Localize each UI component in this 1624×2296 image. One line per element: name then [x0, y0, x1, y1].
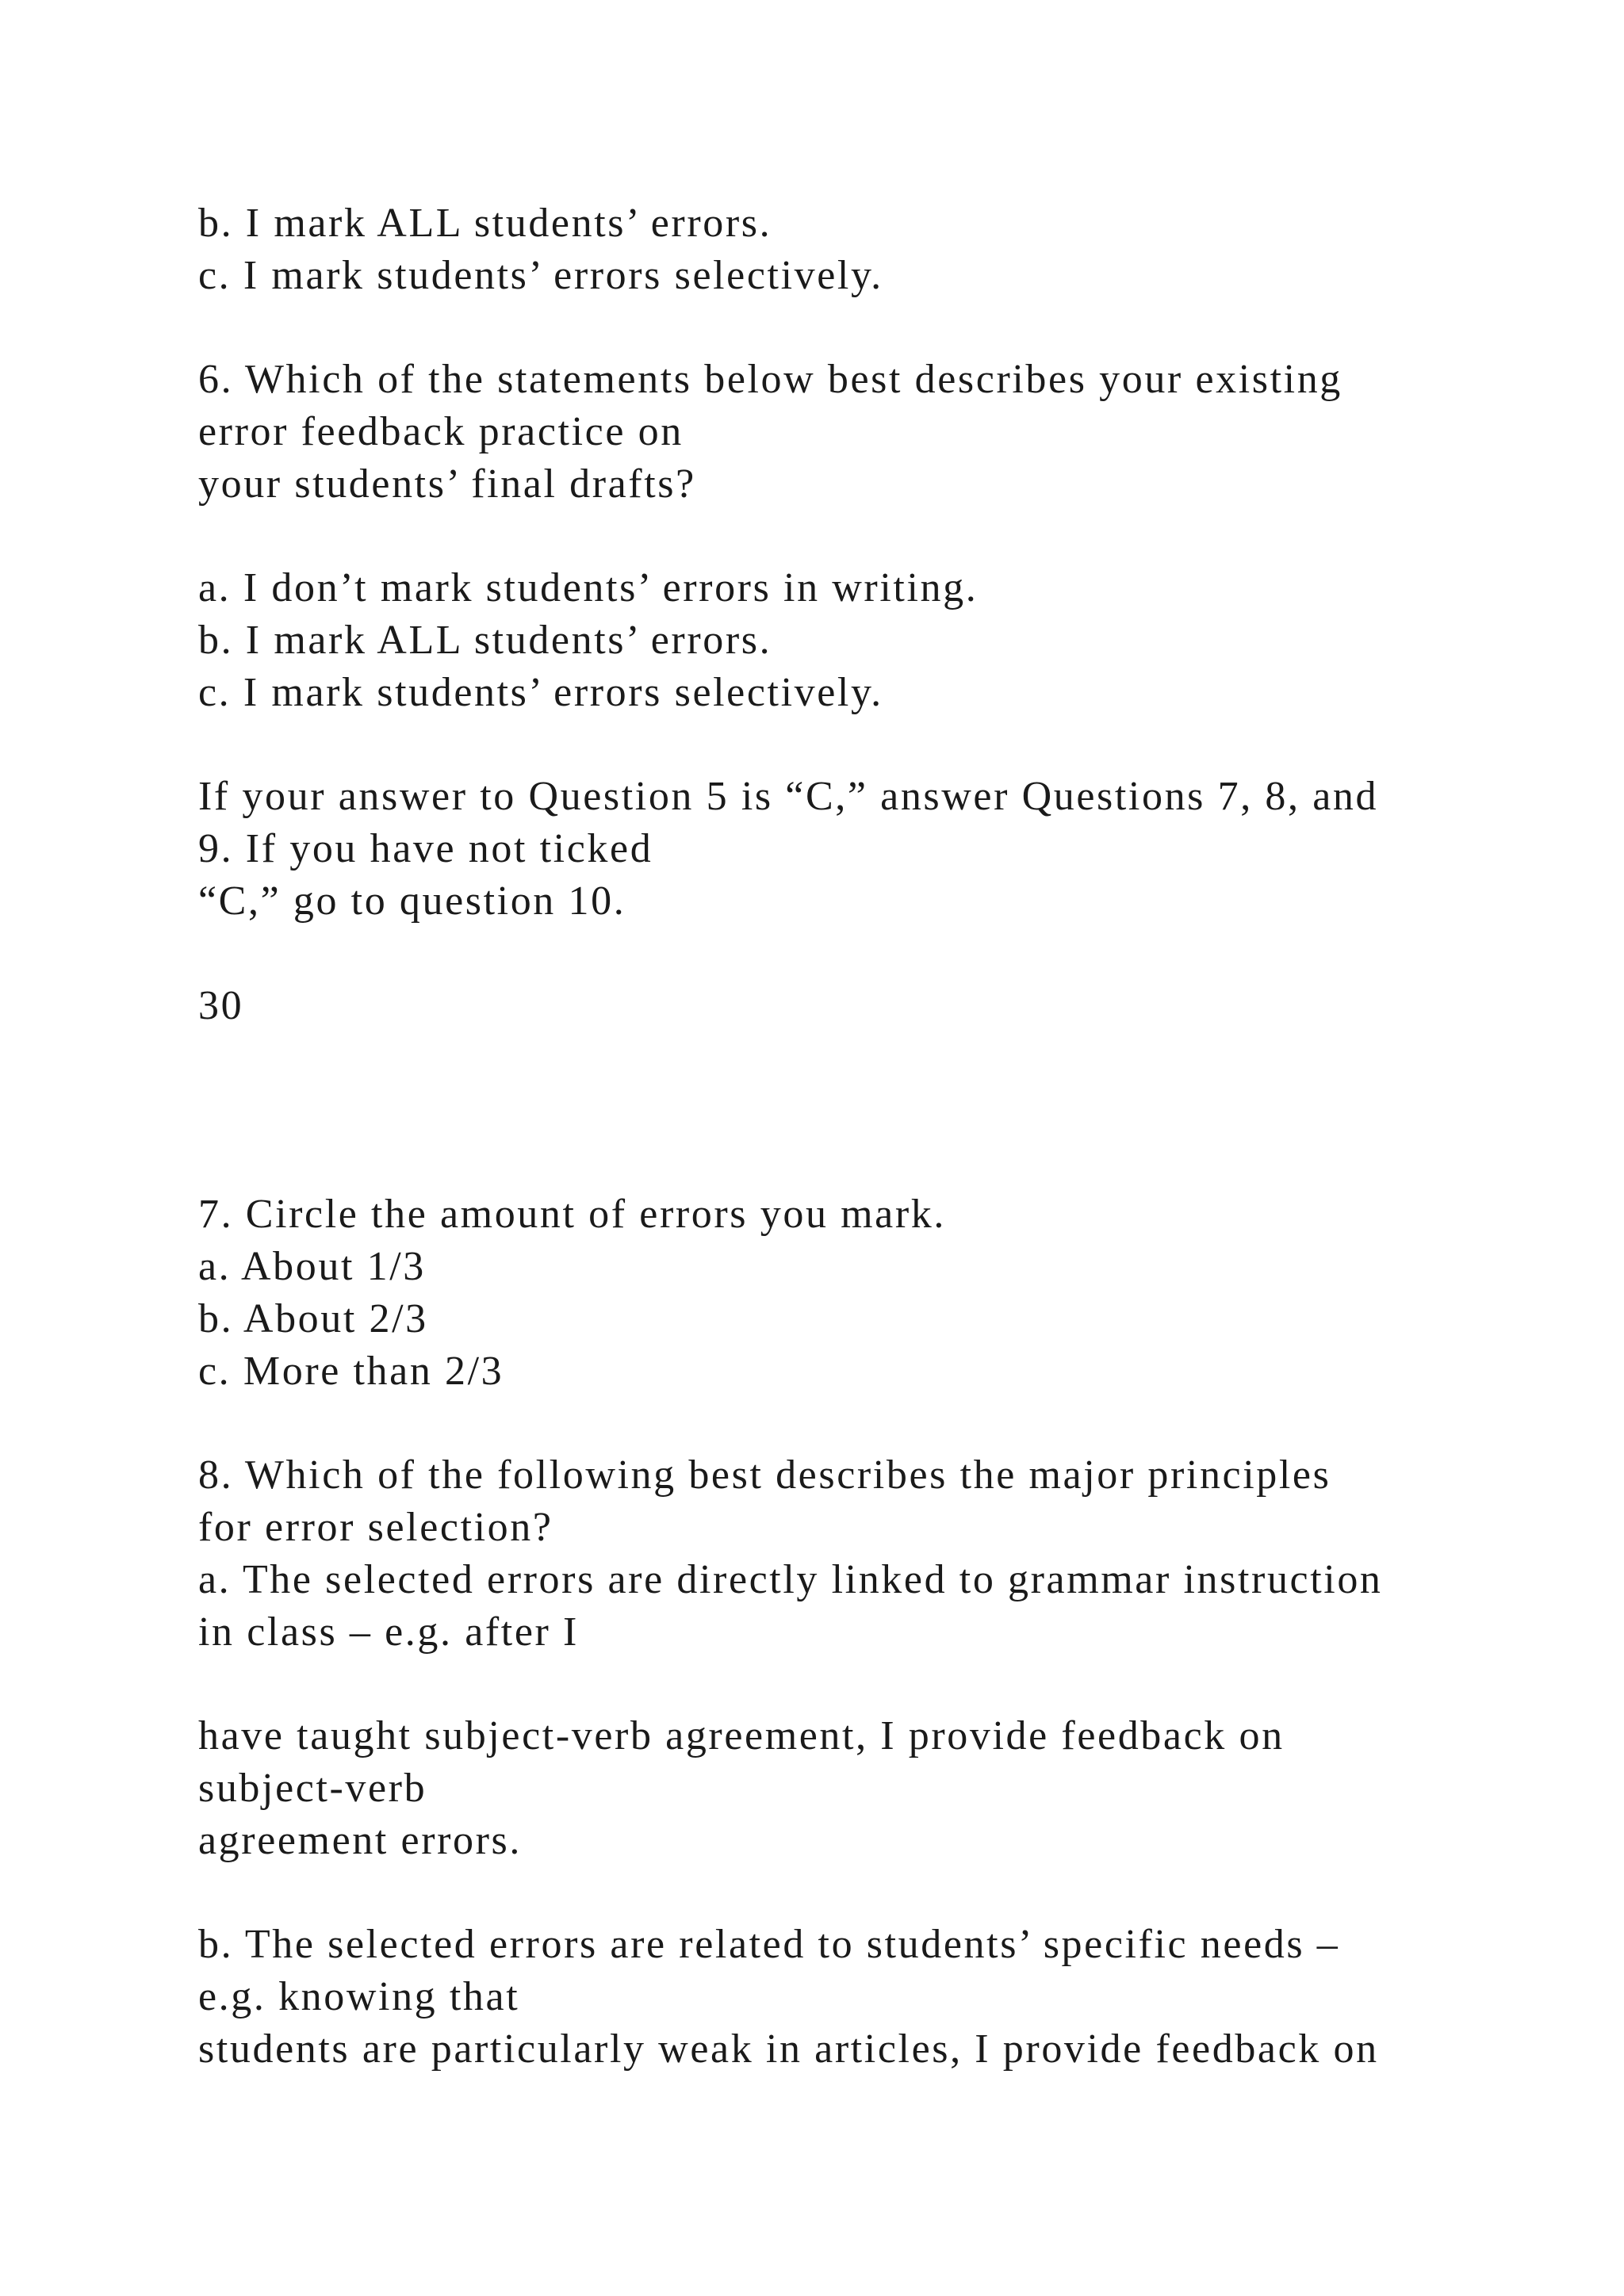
option-c-q6: c. I mark students’ errors selectively.: [198, 670, 883, 715]
option-b-q8-line-1: b. The selected errors are related to students’ specific needs –: [198, 1922, 1340, 1967]
option-b-q8-line-2: e.g. knowing that: [198, 1974, 520, 2019]
option-a-q8-line-5: agreement errors.: [198, 1818, 522, 1863]
option-c-q7: c. More than 2/3: [198, 1349, 504, 1394]
instruction-line-2: 9. If you have not ticked: [198, 826, 653, 871]
instruction-line-3: “C,” go to question 10.: [198, 878, 626, 924]
option-b-q8-line-3: students are particularly weak in articles, I provide feedback on: [198, 2026, 1379, 2072]
option-a-q8-line-2: in class – e.g. after I: [198, 1609, 579, 1655]
question-8-line-1: 8. Which of the following best describes the major principles: [198, 1452, 1331, 1498]
option-c-q5: c. I mark students’ errors selectively.: [198, 253, 883, 298]
page-number: 30: [198, 983, 244, 1028]
option-a-q6: a. I don’t mark students’ errors in writing.: [198, 565, 979, 610]
option-a-q8-line-3: have taught subject-verb agreement, I provide feedback on: [198, 1713, 1285, 1758]
option-b-q5: b. I mark ALL students’ errors.: [198, 201, 772, 246]
option-b-q6: b. I mark ALL students’ errors.: [198, 618, 772, 663]
option-a-q7: a. About 1/3: [198, 1244, 426, 1289]
option-a-q8-line-4: subject-verb: [198, 1766, 427, 1811]
option-a-q8-line-1: a. The selected errors are directly linked to grammar instruction: [198, 1557, 1383, 1602]
option-b-q7: b. About 2/3: [198, 1296, 428, 1341]
question-8-line-2: for error selection?: [198, 1505, 553, 1550]
instruction-line-1: If your answer to Question 5 is “C,” answer Questions 7, 8, and: [198, 774, 1379, 819]
question-6-line-3: your students’ final drafts?: [198, 461, 696, 507]
question-7: 7. Circle the amount of errors you mark.: [198, 1192, 946, 1237]
question-6-line-2: error feedback practice on: [198, 409, 684, 454]
question-6-line-1: 6. Which of the statements below best describes your existing: [198, 357, 1342, 402]
